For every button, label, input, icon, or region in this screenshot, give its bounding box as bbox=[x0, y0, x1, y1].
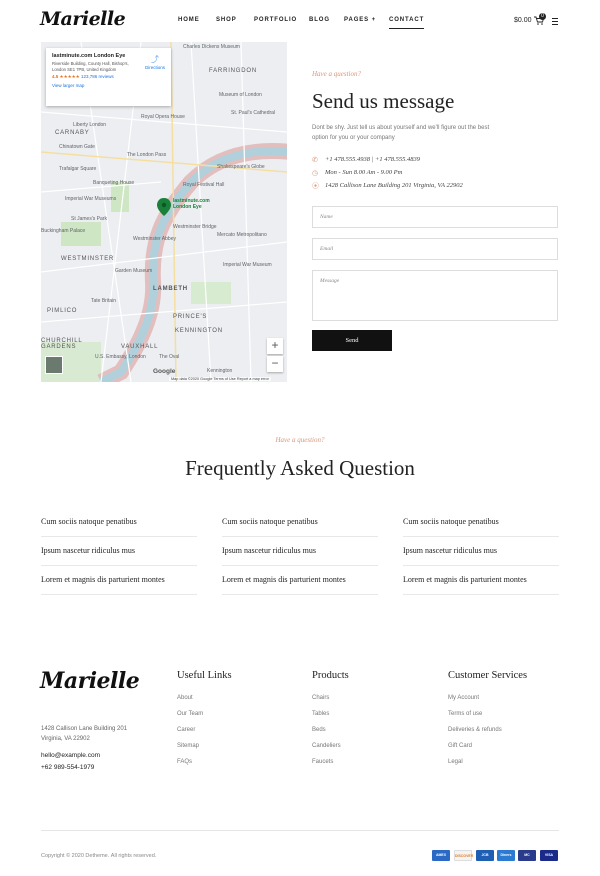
contact-hours-row bbox=[312, 166, 559, 179]
map-label: Royal Festival Hall bbox=[183, 182, 225, 188]
map-label: Royal Opera House bbox=[141, 114, 185, 120]
faq-column bbox=[41, 508, 197, 595]
contact-address: 1428 Callison Lane Building 201 Virginia, VA 22902 bbox=[325, 182, 463, 189]
footer-products bbox=[312, 670, 432, 773]
map-label: Chinatown Gate bbox=[59, 144, 95, 150]
footer-link-about[interactable]: About bbox=[177, 695, 193, 701]
map-place-marker-label[interactable]: lastminute.com London Eye bbox=[173, 198, 210, 210]
map-label: Kennington bbox=[207, 368, 233, 374]
contact-info bbox=[312, 153, 559, 192]
google-map[interactable] bbox=[41, 42, 287, 382]
faq-item[interactable]: Ipsum nascetur ridiculus mus bbox=[41, 537, 197, 566]
map-label: Museum of London bbox=[219, 92, 262, 98]
map-label: Charles Dickens Museum bbox=[183, 44, 240, 50]
map-label: Tate Britain bbox=[91, 298, 117, 304]
faq-kicker: Have a question? bbox=[275, 436, 325, 444]
contact-hours: Mon - Sun 8.00 Am - 9.00 Pm bbox=[325, 169, 403, 176]
map-label: Imperial War Museums bbox=[65, 196, 117, 202]
footer-link-sitemap[interactable]: Sitemap bbox=[177, 743, 200, 749]
footer-logo[interactable]: Marielle bbox=[40, 668, 140, 694]
map-label: PIMLICO bbox=[47, 308, 78, 314]
message-field[interactable]: Message bbox=[312, 270, 558, 321]
map-label: KENNINGTON bbox=[175, 328, 223, 334]
footer-link-career[interactable]: Career bbox=[177, 727, 196, 733]
map-label: Banqueting House bbox=[93, 180, 135, 186]
contact-kicker: Have a question? bbox=[312, 70, 361, 78]
footer-phone[interactable]: +62 989-554-1979 bbox=[41, 764, 95, 771]
footer-link-deliveries[interactable]: Deliveries & refunds bbox=[448, 727, 502, 733]
faq-title: Frequently Asked Question bbox=[185, 456, 415, 480]
site-header bbox=[0, 0, 600, 44]
map-label: U.S. Embassy, London bbox=[95, 354, 146, 360]
footer-useful-links bbox=[177, 670, 297, 773]
map-place-card bbox=[46, 48, 171, 106]
phone-icon: ✆ bbox=[312, 155, 318, 164]
nav-contact[interactable]: CONTACT bbox=[389, 17, 424, 29]
footer-email[interactable]: hello@example.com bbox=[41, 752, 100, 759]
map-label: The London Pass bbox=[127, 152, 167, 158]
map-label: CHURCHILL GARDENS bbox=[41, 338, 83, 350]
rating-value: 4.5 bbox=[52, 74, 59, 79]
contact-address-row bbox=[312, 179, 559, 192]
map-place-name: lastminute.com London Eye bbox=[52, 53, 126, 59]
faq-column bbox=[403, 508, 559, 595]
footer-link-faucets[interactable]: Faucets bbox=[312, 759, 334, 765]
nav-pages[interactable]: PAGES + bbox=[344, 17, 377, 23]
faq-column bbox=[222, 508, 378, 595]
map-label: The Oval bbox=[159, 354, 180, 360]
directions-label: Directions bbox=[144, 65, 165, 70]
map-label: Garden Museum bbox=[115, 268, 153, 274]
nav-portfolio[interactable]: PORTFOLIO bbox=[254, 17, 298, 23]
footer-link-terms[interactable]: Terms of use bbox=[448, 711, 483, 717]
satellite-toggle[interactable] bbox=[45, 356, 63, 374]
map-label: Buckingham Palace bbox=[41, 228, 86, 234]
reviews-link[interactable]: 123,786 reviews bbox=[80, 74, 114, 79]
amex-icon: AMEX bbox=[432, 850, 450, 861]
faq-item[interactable]: Lorem et magnis dis parturient montes bbox=[222, 566, 378, 595]
visa-icon: VISA bbox=[540, 850, 558, 861]
map-label: Westminster Abbey bbox=[133, 236, 176, 242]
map-label: WESTMINSTER bbox=[61, 256, 115, 262]
footer-heading: Products bbox=[312, 670, 349, 681]
footer-customer-services bbox=[448, 670, 568, 773]
cart-total: $0.00 bbox=[514, 17, 532, 24]
faq-item[interactable]: Cum sociis natoque penatibus bbox=[222, 508, 378, 537]
footer-link-candeliers[interactable]: Candeliers bbox=[312, 743, 341, 749]
map-label: Trafalgar Square bbox=[59, 166, 97, 172]
map-label: FARRINGDON bbox=[209, 68, 258, 74]
map-label: Liberty London bbox=[73, 122, 107, 128]
map-place-address: Riverside Building, County Hall, Bishop's, London SE1 7PB, United Kingdom bbox=[52, 61, 129, 72]
map-label: Mercato Metropolitano bbox=[217, 232, 267, 238]
faq-item[interactable]: Lorem et magnis dis parturient montes bbox=[403, 566, 559, 595]
map-label: St James's Park bbox=[71, 216, 107, 222]
jcb-icon: JCB bbox=[476, 850, 494, 861]
nav-shop[interactable]: SHOP bbox=[216, 17, 237, 23]
send-button[interactable]: Send bbox=[312, 330, 392, 351]
map-label: CARNABY bbox=[55, 130, 90, 136]
footer-heading: Customer Services bbox=[448, 670, 528, 681]
directions-button[interactable] bbox=[145, 54, 165, 70]
map-label: PRINCE'S bbox=[173, 314, 208, 320]
map-attribution: Map data ©2020 Google Terms of Use Report a map error bbox=[171, 377, 269, 381]
directions-icon: ⤴ bbox=[150, 55, 159, 64]
discover-icon: DISCOVER bbox=[454, 850, 472, 861]
diners-icon: Diners bbox=[497, 850, 515, 861]
map-label: Shakespeare's Globe bbox=[217, 164, 265, 170]
footer-heading: Useful Links bbox=[177, 670, 232, 681]
faq-item[interactable]: Ipsum nascetur ridiculus mus bbox=[403, 537, 559, 566]
location-pin-icon: ⦿ bbox=[312, 181, 319, 190]
cart-count-badge: 0 bbox=[539, 13, 546, 20]
contact-section bbox=[312, 70, 559, 192]
google-logo: Google bbox=[153, 368, 176, 375]
zoom-out-button[interactable]: − bbox=[267, 356, 283, 372]
contact-phone: +1 478.555.4938 | +1 478.555.4839 bbox=[325, 156, 421, 163]
footer-link-my-account[interactable]: My Account bbox=[448, 695, 480, 701]
rating-stars-icon: ★★★★★ bbox=[59, 74, 80, 79]
contact-phone-row bbox=[312, 153, 559, 166]
email-field[interactable]: Email bbox=[312, 238, 558, 260]
footer-link-legal[interactable]: Legal bbox=[448, 759, 463, 765]
nav-home[interactable]: HOME bbox=[178, 17, 200, 23]
mastercard-icon: MC bbox=[518, 850, 536, 861]
faq-item[interactable]: Lorem et magnis dis parturient montes bbox=[41, 566, 197, 595]
map-label: LAMBETH bbox=[153, 286, 188, 292]
zoom-in-button[interactable]: + bbox=[267, 338, 283, 354]
footer-link-tables[interactable]: Tables bbox=[312, 711, 330, 717]
footer-link-our-team[interactable]: Our Team bbox=[177, 711, 204, 717]
faq-item[interactable]: Ipsum nascetur ridiculus mus bbox=[222, 537, 378, 566]
footer-link-beds[interactable]: Beds bbox=[312, 727, 326, 733]
map-label: Imperial War Museum bbox=[223, 262, 272, 268]
name-field[interactable]: Name bbox=[312, 206, 558, 228]
footer-link-chairs[interactable]: Chairs bbox=[312, 695, 330, 701]
nav-blog[interactable]: BLOG bbox=[309, 17, 330, 23]
view-larger-map-link[interactable]: View larger map bbox=[52, 83, 85, 88]
clock-icon: ◷ bbox=[312, 168, 319, 177]
faq-item[interactable]: Cum sociis natoque penatibus bbox=[41, 508, 197, 537]
footer-divider bbox=[41, 830, 559, 831]
hamburger-menu-icon[interactable] bbox=[552, 18, 558, 27]
footer-address: 1428 Callison Lane Building 201 Virginia, VA 22902 bbox=[41, 726, 128, 742]
map-label: VAUXHALL bbox=[121, 344, 159, 350]
site-logo[interactable]: Marielle bbox=[40, 8, 126, 30]
contact-description: Dont be shy. Just tell us about yourself and we'll figure out the best option for you or your company bbox=[312, 125, 490, 141]
footer-link-gift-card[interactable]: Gift Card bbox=[448, 743, 473, 749]
map-label: Westminster Bridge bbox=[173, 224, 217, 230]
contact-title: Send us message bbox=[312, 89, 455, 113]
faq-item[interactable]: Cum sociis natoque penatibus bbox=[403, 508, 559, 537]
map-place-rating bbox=[52, 74, 165, 80]
footer-link-faqs[interactable]: FAQs bbox=[177, 759, 193, 765]
copyright-text: Copyright © 2020 Dethemе. All rights reserved. bbox=[41, 853, 157, 859]
map-label: St. Paul's Cathedral bbox=[231, 110, 276, 116]
